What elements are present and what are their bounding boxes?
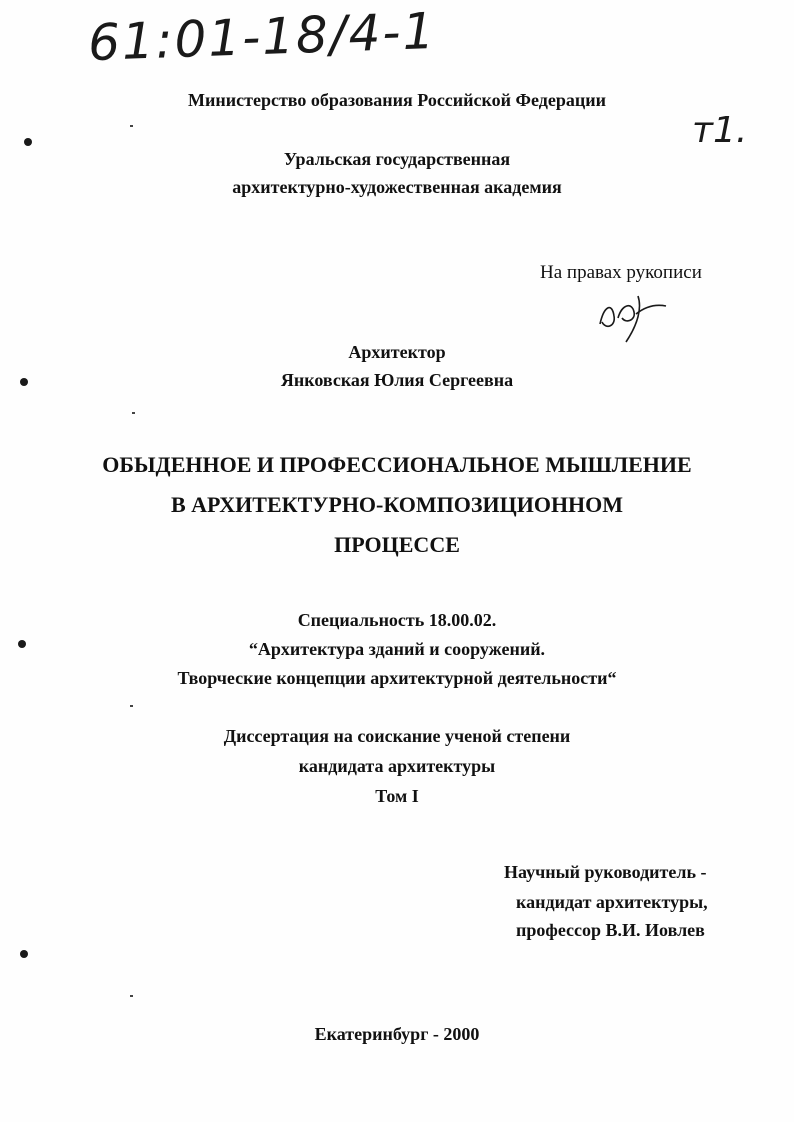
author-title: Архитектор (348, 342, 446, 362)
scan-speck (132, 412, 135, 414)
supervisor-line-1: Научный руководитель - (504, 862, 707, 882)
scan-speck (130, 125, 133, 127)
volume: Том I (375, 786, 419, 806)
signature (592, 284, 672, 348)
specialty-code: Специальность 18.00.02. (297, 610, 497, 630)
supervisor-line-2: кандидат архитектуры, (516, 892, 708, 912)
ministry-name: Министерство образования Российской Федерации (188, 90, 606, 110)
scan-speck (130, 995, 133, 997)
institution-line-2: архитектурно-художественная академия (232, 177, 562, 197)
author-name: Янковская Юлия Сергеевна (280, 370, 514, 390)
binder-hole-1 (24, 138, 32, 146)
institution-line-1: Уральская государственная (283, 149, 511, 169)
specialty-name-2: Творческие концепции архитектурной деятельности“ (177, 668, 617, 688)
degree-line-1: Диссертация на соискание ученой степени (223, 726, 571, 746)
scan-speck (130, 705, 133, 707)
supervisor-line-3: профессор В.И. Иовлев (516, 920, 705, 940)
degree-line-2: кандидата архитектуры (298, 756, 496, 776)
manuscript-rights: На правах рукописи (540, 262, 702, 283)
thesis-title-line-2: В АРХИТЕКТУРНО-КОМПОЗИЦИОННОМ (170, 492, 624, 517)
city-year: Екатеринбург - 2000 (314, 1024, 480, 1044)
archive-code: 61:01-18/4-1 (87, 1, 438, 73)
thesis-title-line-3: ПРОЦЕССЕ (334, 532, 460, 557)
corner-mark: т1. (692, 110, 748, 151)
specialty-name-1: “Архитектура зданий и сооружений. (248, 639, 546, 659)
binder-hole-4 (20, 950, 28, 958)
thesis-title-line-1: ОБЫДЕННОЕ И ПРОФЕССИОНАЛЬНОЕ МЫШЛЕНИЕ (102, 452, 692, 477)
